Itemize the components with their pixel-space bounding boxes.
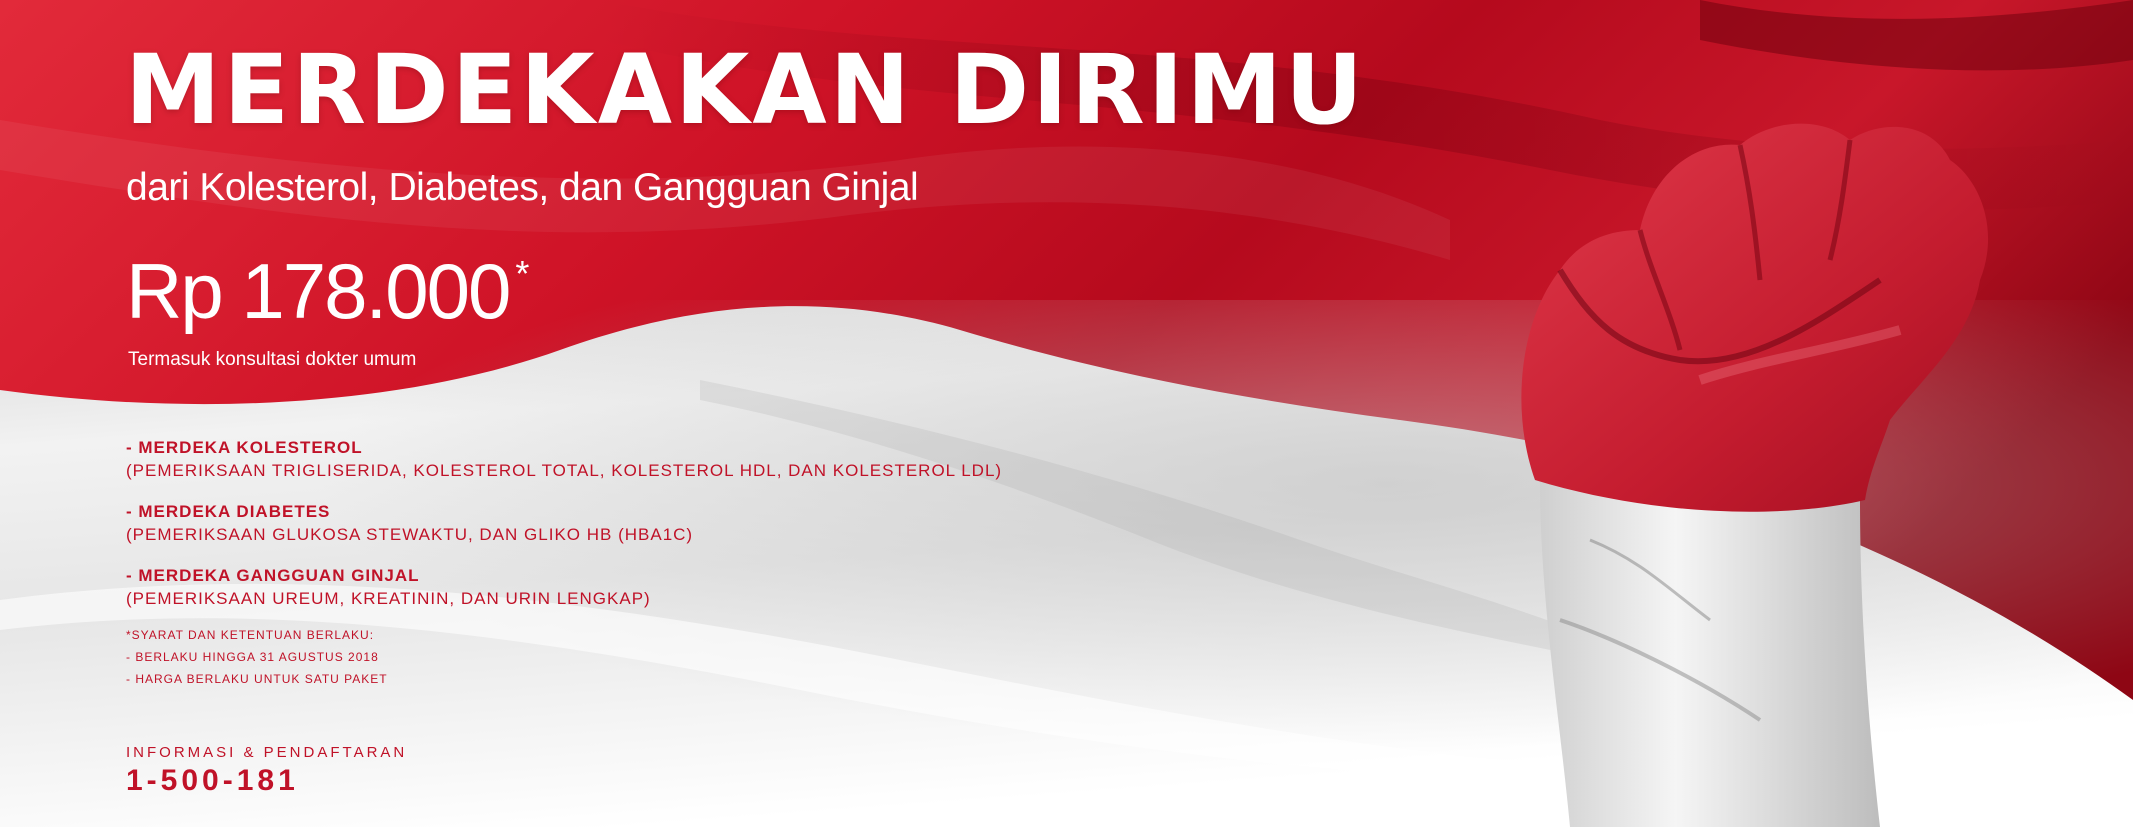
terms-item: - BERLAKU HINGGA 31 AGUSTUS 2018: [126, 650, 379, 664]
headline: MERDEKAKAN DIRIMU: [125, 34, 1366, 146]
price: [126, 247, 528, 335]
package-name: - MERDEKA GANGGUAN GINJAL: [126, 566, 420, 585]
package-description: (PEMERIKSAAN TRIGLISERIDA, KOLESTEROL TOTAL, KOLESTEROL HDL, DAN KOLESTEROL LDL): [126, 461, 1003, 480]
price-note: Termasuk konsultasi dokter umum: [128, 349, 417, 370]
terms-heading: *SYARAT DAN KETENTUAN BERLAKU:: [126, 628, 375, 642]
package-description: (PEMERIKSAAN GLUKOSA STEWAKTU, DAN GLIKO HB (HBA1C): [126, 525, 694, 544]
package-description: (PEMERIKSAAN UREUM, KREATININ, DAN URIN LENGKAP): [126, 589, 651, 608]
package-name: - MERDEKA DIABETES: [126, 502, 331, 521]
package-name: - MERDEKA KOLESTEROL: [126, 438, 363, 457]
terms-item: - HARGA BERLAKU UNTUK SATU PAKET: [126, 672, 388, 686]
contact-label: INFORMASI & PENDAFTARAN: [126, 744, 408, 761]
raised-fist-image: [1500, 120, 2020, 827]
contact-phone-number[interactable]: 1-500-181: [126, 764, 299, 797]
terms-and-conditions: [126, 624, 388, 690]
package-item: [126, 436, 1002, 482]
package-item: [126, 500, 1002, 546]
package-item: [126, 564, 1002, 610]
price-value: Rp 178.000: [126, 247, 510, 335]
subheadline: dari Kolesterol, Diabetes, dan Gangguan Ginjal: [126, 166, 919, 209]
package-list: [126, 436, 1002, 628]
price-asterisk: *: [515, 253, 528, 294]
